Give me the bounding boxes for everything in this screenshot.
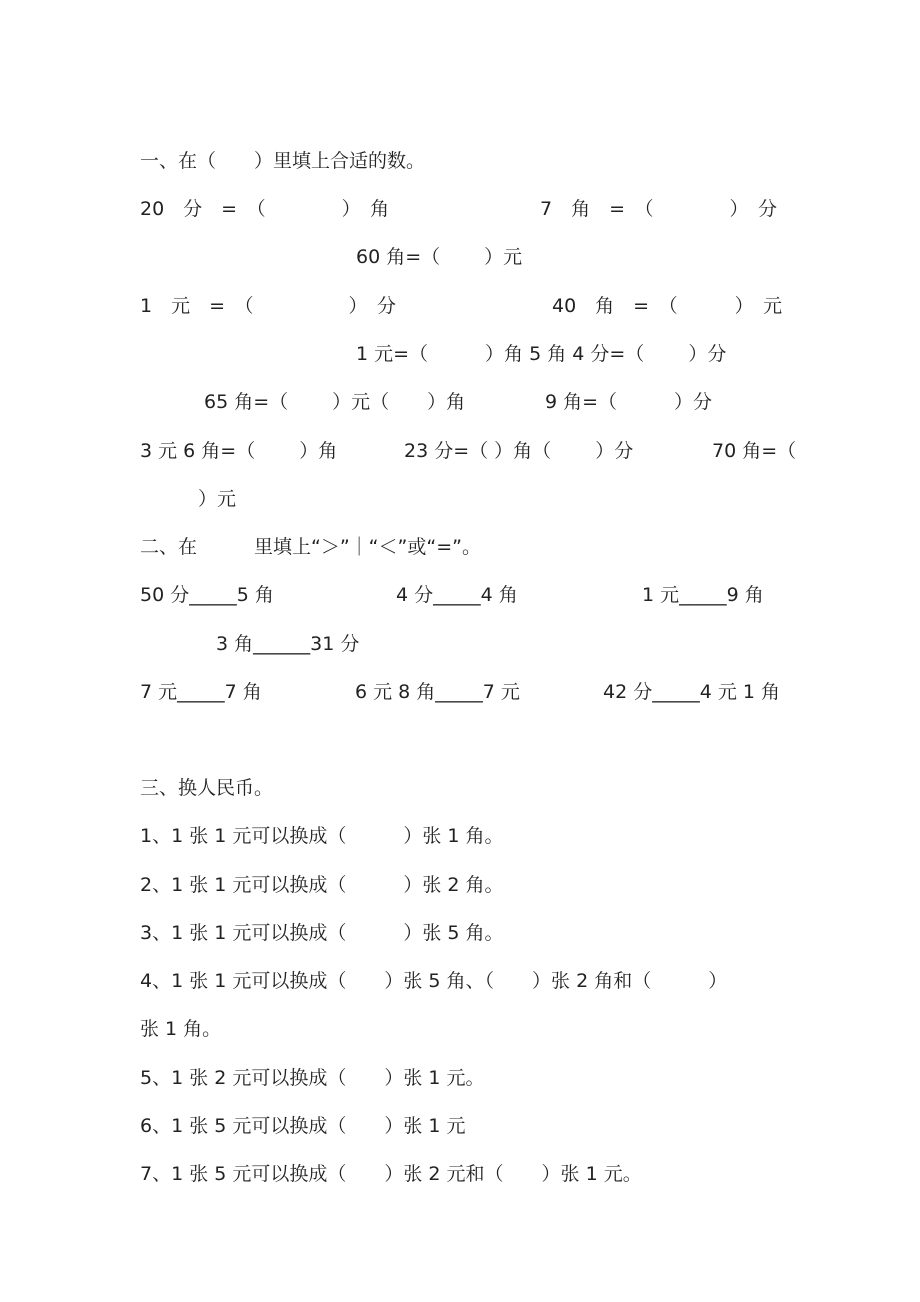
exercise-item: 65 角=（ ）元（ ）角	[204, 391, 466, 413]
section3-heading: 三、换人民币。	[140, 777, 274, 799]
compare-item: 42 分_____4 元 1 角	[603, 681, 781, 703]
exercise-item: 20 分 = （ ） 角	[140, 198, 390, 220]
question-6: 6、1 张 5 元可以换成（ ）张 1 元	[140, 1115, 466, 1137]
question-7: 7、1 张 5 元可以换成（ ）张 2 元和（ ）张 1 元。	[140, 1163, 642, 1185]
question-4-continued: 张 1 角。	[140, 1018, 222, 1040]
compare-item: 1 元_____9 角	[642, 584, 764, 606]
exercise-item: 9 角=（ ）分	[545, 391, 713, 413]
exercise-item: 60 角=（ ）元	[356, 246, 523, 268]
section1-heading: 一、在（ ）里填上合适的数。	[140, 150, 426, 172]
exercise-item: 7 角 = （ ） 分	[540, 198, 778, 220]
exercise-item: 3 元 6 角=（ ）角	[140, 440, 338, 462]
question-3: 3、1 张 1 元可以换成（ ）张 5 角。	[140, 922, 504, 944]
question-1: 1、1 张 1 元可以换成（ ）张 1 角。	[140, 825, 504, 847]
compare-item: 7 元_____7 角	[140, 681, 262, 703]
exercise-item: ）元	[198, 488, 237, 510]
exercise-item: 40 角 = （ ） 元	[552, 295, 783, 317]
question-2: 2、1 张 1 元可以换成（ ）张 2 角。	[140, 874, 504, 896]
question-4: 4、1 张 1 元可以换成（ ）张 5 角、（ ）张 2 角和（ ）	[140, 970, 728, 992]
compare-item: 3 角______31 分	[216, 633, 360, 655]
compare-item: 6 元 8 角_____7 元	[355, 681, 520, 703]
compare-item: 4 分_____4 角	[396, 584, 518, 606]
exercise-item: 1 元 = （ ） 分	[140, 295, 397, 317]
exercise-item: 1 元=（ ）角 5 角 4 分=（ ）分	[356, 343, 727, 365]
question-5: 5、1 张 2 元可以换成（ ）张 1 元。	[140, 1067, 485, 1089]
exercise-item: 23 分=（ ）角（ ）分	[404, 440, 634, 462]
section2-heading: 二、在 里填上“＞”｜“＜”或“=”。	[140, 536, 481, 558]
exercise-item: 70 角=（	[712, 440, 797, 462]
compare-item: 50 分_____5 角	[140, 584, 274, 606]
